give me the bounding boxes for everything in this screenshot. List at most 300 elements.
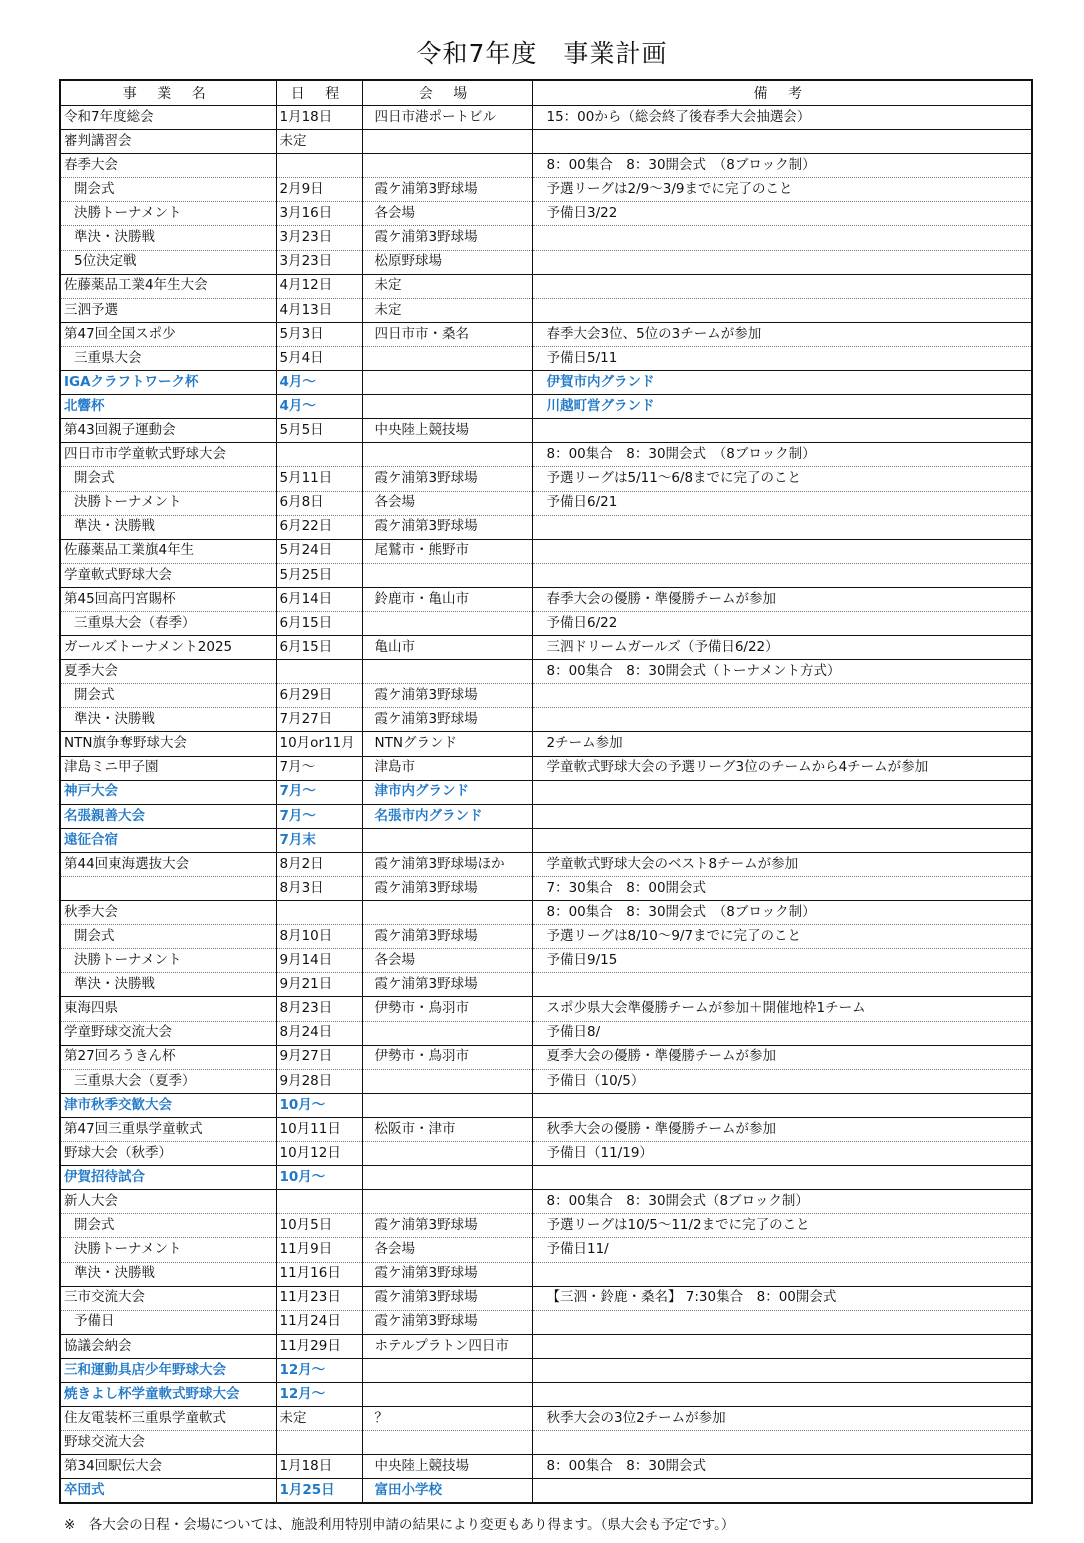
table-header-row bbox=[60, 80, 1032, 106]
venue-text: 伊勢市・鳥羽市 bbox=[374, 1048, 469, 1065]
date-cell bbox=[276, 587, 362, 611]
table-row bbox=[60, 1117, 1032, 1141]
note-cell bbox=[532, 322, 1032, 346]
venue-cell bbox=[362, 1238, 532, 1262]
date-cell bbox=[276, 1382, 362, 1406]
note-cell bbox=[532, 1382, 1032, 1406]
note-cell bbox=[532, 1142, 1032, 1166]
event-name-cell bbox=[60, 1045, 276, 1069]
date-cell bbox=[276, 684, 362, 708]
event-name-cell bbox=[60, 1286, 276, 1310]
note-cell bbox=[532, 1021, 1032, 1045]
venue-cell bbox=[362, 901, 532, 925]
note-cell bbox=[532, 1238, 1032, 1262]
note-text: 予備日9/15 bbox=[546, 952, 618, 969]
note-text: 【三泗・鈴鹿・桑名】 7:30集合 8：00開会式 bbox=[546, 1289, 837, 1306]
date-text: 11月9日 bbox=[279, 1241, 333, 1258]
venue-text: ？ bbox=[374, 1409, 388, 1426]
table-row bbox=[60, 467, 1032, 491]
venue-cell bbox=[362, 1045, 532, 1069]
header-venue: 会 場 bbox=[362, 80, 532, 106]
date-cell bbox=[276, 1262, 362, 1286]
venue-cell bbox=[362, 828, 532, 852]
event-name-text: 開会式 bbox=[74, 1217, 115, 1234]
venue-cell bbox=[362, 1407, 532, 1431]
note-cell bbox=[532, 1214, 1032, 1238]
event-name-cell bbox=[60, 298, 276, 322]
venue-cell bbox=[362, 973, 532, 997]
venue-cell bbox=[362, 660, 532, 684]
table-row bbox=[60, 660, 1032, 684]
event-name-text: 焼きよし杯学童軟式野球大会 bbox=[64, 1385, 240, 1402]
event-name-text: 開会式 bbox=[74, 927, 115, 944]
venue-text: 尾鷲市・熊野市 bbox=[374, 542, 469, 559]
venue-cell bbox=[362, 202, 532, 226]
date-cell bbox=[276, 636, 362, 660]
note-text: 学童軟式野球大会の予選リーグ3位のチームから4チームが参加 bbox=[546, 759, 929, 776]
event-name-cell bbox=[60, 154, 276, 178]
event-name-text: ガールズトーナメント2025 bbox=[64, 638, 233, 655]
table-row bbox=[60, 178, 1032, 202]
note-cell bbox=[532, 274, 1032, 298]
date-cell bbox=[276, 804, 362, 828]
table-row bbox=[60, 419, 1032, 443]
venue-cell bbox=[362, 515, 532, 539]
event-name-text: 決勝トーナメント bbox=[74, 205, 182, 222]
table-row bbox=[60, 1310, 1032, 1334]
table-row bbox=[60, 852, 1032, 876]
event-name-text: 第45回高円宮賜杯 bbox=[64, 590, 176, 607]
date-cell bbox=[276, 660, 362, 684]
note-cell bbox=[532, 973, 1032, 997]
note-text: 8：00集合 8：30開会式 bbox=[546, 1458, 707, 1475]
date-cell bbox=[276, 756, 362, 780]
date-cell bbox=[276, 1334, 362, 1358]
event-name-text: 神戸大会 bbox=[64, 783, 118, 800]
venue-cell bbox=[362, 274, 532, 298]
venue-text: 霞ケ浦第3野球場 bbox=[374, 1313, 478, 1330]
table-row bbox=[60, 1021, 1032, 1045]
note-cell bbox=[532, 1069, 1032, 1093]
venue-cell bbox=[362, 1479, 532, 1504]
venue-cell bbox=[362, 1286, 532, 1310]
date-cell bbox=[276, 997, 362, 1021]
date-text: 7月末 bbox=[279, 831, 316, 848]
venue-cell bbox=[362, 130, 532, 154]
date-cell bbox=[276, 1166, 362, 1190]
venue-cell bbox=[362, 1117, 532, 1141]
note-cell bbox=[532, 828, 1032, 852]
event-name-cell bbox=[60, 780, 276, 804]
date-cell bbox=[276, 1358, 362, 1382]
note-text: 予備日6/22 bbox=[546, 614, 618, 631]
event-name-text: 佐藤薬品工業旗4年生 bbox=[64, 542, 195, 559]
venue-cell bbox=[362, 443, 532, 467]
table-row bbox=[60, 804, 1032, 828]
venue-text: 富田小学校 bbox=[374, 1482, 442, 1499]
table-row bbox=[60, 708, 1032, 732]
note-cell bbox=[532, 949, 1032, 973]
table-row bbox=[60, 636, 1032, 660]
table-row bbox=[60, 1142, 1032, 1166]
date-text: 7月27日 bbox=[279, 711, 333, 728]
event-name-cell bbox=[60, 973, 276, 997]
venue-text: 松阪市・津市 bbox=[374, 1120, 456, 1137]
event-name-text: 第27回ろうきん杯 bbox=[64, 1048, 176, 1065]
date-cell bbox=[276, 1286, 362, 1310]
note-cell bbox=[532, 1479, 1032, 1504]
date-text: 8月2日 bbox=[279, 855, 324, 872]
date-text: 7月～ bbox=[279, 807, 316, 824]
date-cell bbox=[276, 1045, 362, 1069]
event-name-cell bbox=[60, 611, 276, 635]
note-cell bbox=[532, 346, 1032, 370]
table-row bbox=[60, 587, 1032, 611]
table-row bbox=[60, 901, 1032, 925]
event-name-text: 津市秋季交歓大会 bbox=[64, 1096, 172, 1113]
venue-text: 伊勢市・鳥羽市 bbox=[374, 1000, 469, 1017]
venue-text: 霞ケ浦第3野球場 bbox=[374, 1289, 478, 1306]
date-text: 5月5日 bbox=[279, 422, 324, 439]
event-name-text: 学童野球交流大会 bbox=[64, 1024, 172, 1041]
table-row bbox=[60, 346, 1032, 370]
event-name-cell bbox=[60, 419, 276, 443]
event-name-cell bbox=[60, 1407, 276, 1431]
venue-cell bbox=[362, 877, 532, 901]
venue-cell bbox=[362, 1334, 532, 1358]
venue-cell bbox=[362, 684, 532, 708]
event-name-text: 四日市市学童軟式野球大会 bbox=[64, 446, 226, 463]
venue-cell bbox=[362, 1455, 532, 1479]
note-cell bbox=[532, 395, 1032, 419]
note-text: 予備日3/22 bbox=[546, 205, 618, 222]
note-text: 2チーム参加 bbox=[546, 735, 623, 752]
table-row bbox=[60, 154, 1032, 178]
table-row bbox=[60, 1093, 1032, 1117]
table-row bbox=[60, 1166, 1032, 1190]
venue-text: NTNグランド bbox=[374, 735, 457, 752]
date-text: 未定 bbox=[279, 1409, 307, 1426]
event-name-text: 佐藤薬品工業4年生大会 bbox=[64, 277, 208, 294]
event-name-cell bbox=[60, 178, 276, 202]
venue-text: 霞ケ浦第3野球場 bbox=[374, 927, 478, 944]
table-row bbox=[60, 443, 1032, 467]
event-name-cell bbox=[60, 1358, 276, 1382]
event-name-cell bbox=[60, 1455, 276, 1479]
venue-cell bbox=[362, 178, 532, 202]
event-name-cell bbox=[60, 539, 276, 563]
date-text: 11月29日 bbox=[279, 1337, 341, 1354]
venue-cell bbox=[362, 925, 532, 949]
table-row bbox=[60, 515, 1032, 539]
venue-text: 未定 bbox=[374, 277, 402, 294]
table-row bbox=[60, 1334, 1032, 1358]
note-text: 学童軟式野球大会のベスト8チームが参加 bbox=[546, 855, 799, 872]
venue-cell bbox=[362, 106, 532, 130]
date-text: 9月14日 bbox=[279, 952, 333, 969]
venue-cell bbox=[362, 852, 532, 876]
venue-cell bbox=[362, 250, 532, 274]
venue-text: 霞ケ浦第3野球場 bbox=[374, 1265, 478, 1282]
date-text: 2月9日 bbox=[279, 181, 324, 198]
venue-text: 各会場 bbox=[374, 494, 415, 511]
venue-text: 霞ケ浦第3野球場 bbox=[374, 181, 478, 198]
table-row bbox=[60, 1069, 1032, 1093]
table-row bbox=[60, 1045, 1032, 1069]
event-name-cell bbox=[60, 1334, 276, 1358]
venue-cell bbox=[362, 226, 532, 250]
note-text: 秋季大会の3位2チームが参加 bbox=[546, 1409, 726, 1426]
event-name-cell bbox=[60, 1310, 276, 1334]
venue-text: 霞ケ浦第3野球場 bbox=[374, 470, 478, 487]
venue-cell bbox=[362, 708, 532, 732]
venue-cell bbox=[362, 1093, 532, 1117]
table-row bbox=[60, 949, 1032, 973]
table-row bbox=[60, 563, 1032, 587]
venue-text: 霞ケ浦第3野球場 bbox=[374, 229, 478, 246]
event-name-text: 決勝トーナメント bbox=[74, 494, 182, 511]
table-row bbox=[60, 298, 1032, 322]
date-cell bbox=[276, 491, 362, 515]
event-name-cell bbox=[60, 997, 276, 1021]
note-text: 三泗ドリームガールズ（予備日6/22） bbox=[546, 638, 779, 655]
event-name-cell bbox=[60, 202, 276, 226]
note-cell bbox=[532, 419, 1032, 443]
event-name-text: 審判講習会 bbox=[64, 132, 132, 149]
note-text: 予備日（10/5） bbox=[546, 1072, 645, 1089]
table-row bbox=[60, 202, 1032, 226]
event-name-text: 学童軟式野球大会 bbox=[64, 566, 172, 583]
event-name-cell bbox=[60, 925, 276, 949]
table-row bbox=[60, 130, 1032, 154]
date-text: 10月～ bbox=[279, 1168, 326, 1185]
event-name-cell bbox=[60, 250, 276, 274]
venue-text: 四日市市・桑名 bbox=[374, 325, 469, 342]
venue-cell bbox=[362, 1142, 532, 1166]
event-name-text: IGAクラフトワーク杯 bbox=[64, 373, 199, 390]
schedule-table bbox=[59, 79, 1033, 1504]
venue-cell bbox=[362, 1310, 532, 1334]
note-cell bbox=[532, 1286, 1032, 1310]
note-cell bbox=[532, 997, 1032, 1021]
table-row bbox=[60, 1190, 1032, 1214]
note-text: 川越町営グランド bbox=[546, 397, 655, 414]
venue-cell bbox=[362, 467, 532, 491]
table-row bbox=[60, 106, 1032, 130]
note-cell bbox=[532, 154, 1032, 178]
event-name-cell bbox=[60, 587, 276, 611]
event-name-cell bbox=[60, 1117, 276, 1141]
date-cell bbox=[276, 973, 362, 997]
table-row bbox=[60, 371, 1032, 395]
event-name-text: 住友電装杯三重県学童軟式 bbox=[64, 1409, 226, 1426]
venue-cell bbox=[362, 1069, 532, 1093]
event-name-text: 準決・決勝戦 bbox=[74, 229, 155, 246]
venue-cell bbox=[362, 732, 532, 756]
page-title: 令和7年度 事業計画 bbox=[416, 39, 668, 68]
event-name-text: 準決・決勝戦 bbox=[74, 711, 155, 728]
date-text: 9月27日 bbox=[279, 1048, 333, 1065]
date-text: 10月11日 bbox=[279, 1120, 341, 1137]
venue-cell bbox=[362, 491, 532, 515]
date-text: 5月4日 bbox=[279, 349, 324, 366]
note-text: 予選リーグは10/5～11/2までに完了のこと bbox=[546, 1217, 810, 1234]
event-name-text: 三重県大会（夏季） bbox=[74, 1072, 196, 1089]
venue-cell bbox=[362, 997, 532, 1021]
event-name-cell bbox=[60, 708, 276, 732]
table-row bbox=[60, 756, 1032, 780]
event-name-cell bbox=[60, 1021, 276, 1045]
table-row bbox=[60, 1382, 1032, 1406]
table-row bbox=[60, 1407, 1032, 1431]
note-cell bbox=[532, 1431, 1032, 1455]
note-cell bbox=[532, 515, 1032, 539]
event-name-text: 野球交流大会 bbox=[64, 1433, 145, 1450]
date-text: 6月15日 bbox=[279, 614, 333, 631]
event-name-cell bbox=[60, 491, 276, 515]
venue-cell bbox=[362, 949, 532, 973]
footnote: ※ 各大会の日程・会場については、施設利用特別申請の結果により変更もあり得ます。（県大会も予定です。） bbox=[64, 1517, 735, 1533]
event-name-text: 5位決定戦 bbox=[74, 253, 137, 270]
date-cell bbox=[276, 852, 362, 876]
note-text: 伊賀市内グランド bbox=[546, 373, 655, 390]
note-cell bbox=[532, 1190, 1032, 1214]
date-cell bbox=[276, 1310, 362, 1334]
date-text: 4月～ bbox=[279, 397, 316, 414]
event-name-text: 準決・決勝戦 bbox=[74, 1265, 155, 1282]
event-name-cell bbox=[60, 322, 276, 346]
note-cell bbox=[532, 467, 1032, 491]
date-text: 1月25日 bbox=[279, 1482, 335, 1499]
venue-text: 未定 bbox=[374, 301, 402, 318]
note-text: 秋季大会の優勝・準優勝チームが参加 bbox=[546, 1120, 776, 1137]
venue-text: 中央陸上競技場 bbox=[374, 1458, 469, 1475]
note-cell bbox=[532, 1358, 1032, 1382]
venue-cell bbox=[362, 154, 532, 178]
event-name-cell bbox=[60, 563, 276, 587]
note-cell bbox=[532, 563, 1032, 587]
date-cell bbox=[276, 1069, 362, 1093]
event-name-text: 準決・決勝戦 bbox=[74, 518, 155, 535]
date-text: 1月18日 bbox=[279, 108, 333, 125]
date-text: 10月～ bbox=[279, 1096, 326, 1113]
date-cell bbox=[276, 1407, 362, 1431]
table-row bbox=[60, 877, 1032, 901]
note-cell bbox=[532, 371, 1032, 395]
event-name-text: 令和7年度総会 bbox=[64, 108, 154, 125]
note-cell bbox=[532, 298, 1032, 322]
event-name-cell bbox=[60, 1166, 276, 1190]
event-name-cell bbox=[60, 1142, 276, 1166]
event-name-text: 三市交流大会 bbox=[64, 1289, 145, 1306]
note-cell bbox=[532, 130, 1032, 154]
event-name-cell bbox=[60, 1382, 276, 1406]
date-cell bbox=[276, 563, 362, 587]
note-cell bbox=[532, 1045, 1032, 1069]
table-row bbox=[60, 1358, 1032, 1382]
event-name-cell bbox=[60, 732, 276, 756]
date-cell bbox=[276, 419, 362, 443]
date-cell bbox=[276, 443, 362, 467]
date-cell bbox=[276, 1431, 362, 1455]
table-row bbox=[60, 1214, 1032, 1238]
venue-text: 霞ケ浦第3野球場 bbox=[374, 1217, 478, 1234]
note-text: 予選リーグは2/9～3/9までに完了のこと bbox=[546, 181, 793, 198]
event-name-text: 準決・決勝戦 bbox=[74, 976, 155, 993]
note-cell bbox=[532, 660, 1032, 684]
date-cell bbox=[276, 250, 362, 274]
venue-cell bbox=[362, 419, 532, 443]
table-row bbox=[60, 1455, 1032, 1479]
note-cell bbox=[532, 226, 1032, 250]
note-text: 15：00から（総会終了後春季大会抽選会） bbox=[546, 108, 811, 125]
date-text: 8月23日 bbox=[279, 1000, 333, 1017]
venue-text: ホテルプラトン四日市 bbox=[374, 1337, 509, 1354]
event-name-cell bbox=[60, 1093, 276, 1117]
date-cell bbox=[276, 1117, 362, 1141]
venue-text: 霞ケ浦第3野球場 bbox=[374, 518, 478, 535]
event-name-cell bbox=[60, 1479, 276, 1504]
date-cell bbox=[276, 539, 362, 563]
date-text: 8月3日 bbox=[279, 879, 324, 896]
event-name-cell bbox=[60, 852, 276, 876]
event-name-cell bbox=[60, 1238, 276, 1262]
event-name-cell bbox=[60, 274, 276, 298]
venue-cell bbox=[362, 780, 532, 804]
date-text: 5月24日 bbox=[279, 542, 333, 559]
date-text: 5月3日 bbox=[279, 325, 324, 342]
table-row bbox=[60, 997, 1032, 1021]
venue-text: 中央陸上競技場 bbox=[374, 422, 469, 439]
venue-text: 松原野球場 bbox=[374, 253, 442, 270]
date-cell bbox=[276, 1190, 362, 1214]
note-cell bbox=[532, 611, 1032, 635]
date-cell bbox=[276, 780, 362, 804]
venue-text: 鈴鹿市・亀山市 bbox=[374, 590, 469, 607]
date-text: 10月5日 bbox=[279, 1217, 333, 1234]
venue-text: 霞ケ浦第3野球場ほか bbox=[374, 855, 505, 872]
date-text: 7月～ bbox=[279, 783, 316, 800]
date-cell bbox=[276, 371, 362, 395]
event-name-cell bbox=[60, 346, 276, 370]
date-cell bbox=[276, 925, 362, 949]
venue-cell bbox=[362, 587, 532, 611]
table-row bbox=[60, 395, 1032, 419]
date-text: 10月12日 bbox=[279, 1144, 341, 1161]
venue-cell bbox=[362, 756, 532, 780]
date-text: 3月16日 bbox=[279, 205, 333, 222]
venue-cell bbox=[362, 346, 532, 370]
note-text: 予備日（11/19） bbox=[546, 1144, 653, 1161]
event-name-cell bbox=[60, 756, 276, 780]
note-text: スポ少県大会準優勝チームが参加＋開催地枠1チーム bbox=[546, 1000, 866, 1017]
date-cell bbox=[276, 732, 362, 756]
event-name-text: 第34回駅伝大会 bbox=[64, 1458, 163, 1475]
event-name-text: 第47回全国スポ少 bbox=[64, 325, 176, 342]
event-name-text: 三重県大会（春季） bbox=[74, 614, 196, 631]
table-row bbox=[60, 611, 1032, 635]
note-cell bbox=[532, 1455, 1032, 1479]
note-text: 予選リーグは5/11～6/8までに完了のこと bbox=[546, 470, 802, 487]
venue-cell bbox=[362, 636, 532, 660]
venue-text: 四日市港ポートビル bbox=[374, 108, 496, 125]
date-text: 8月24日 bbox=[279, 1024, 333, 1041]
date-text: 5月11日 bbox=[279, 470, 333, 487]
date-text: 5月25日 bbox=[279, 566, 333, 583]
header-event-name: 事 業 名 bbox=[60, 80, 276, 106]
event-name-text: 決勝トーナメント bbox=[74, 952, 182, 969]
date-cell bbox=[276, 901, 362, 925]
